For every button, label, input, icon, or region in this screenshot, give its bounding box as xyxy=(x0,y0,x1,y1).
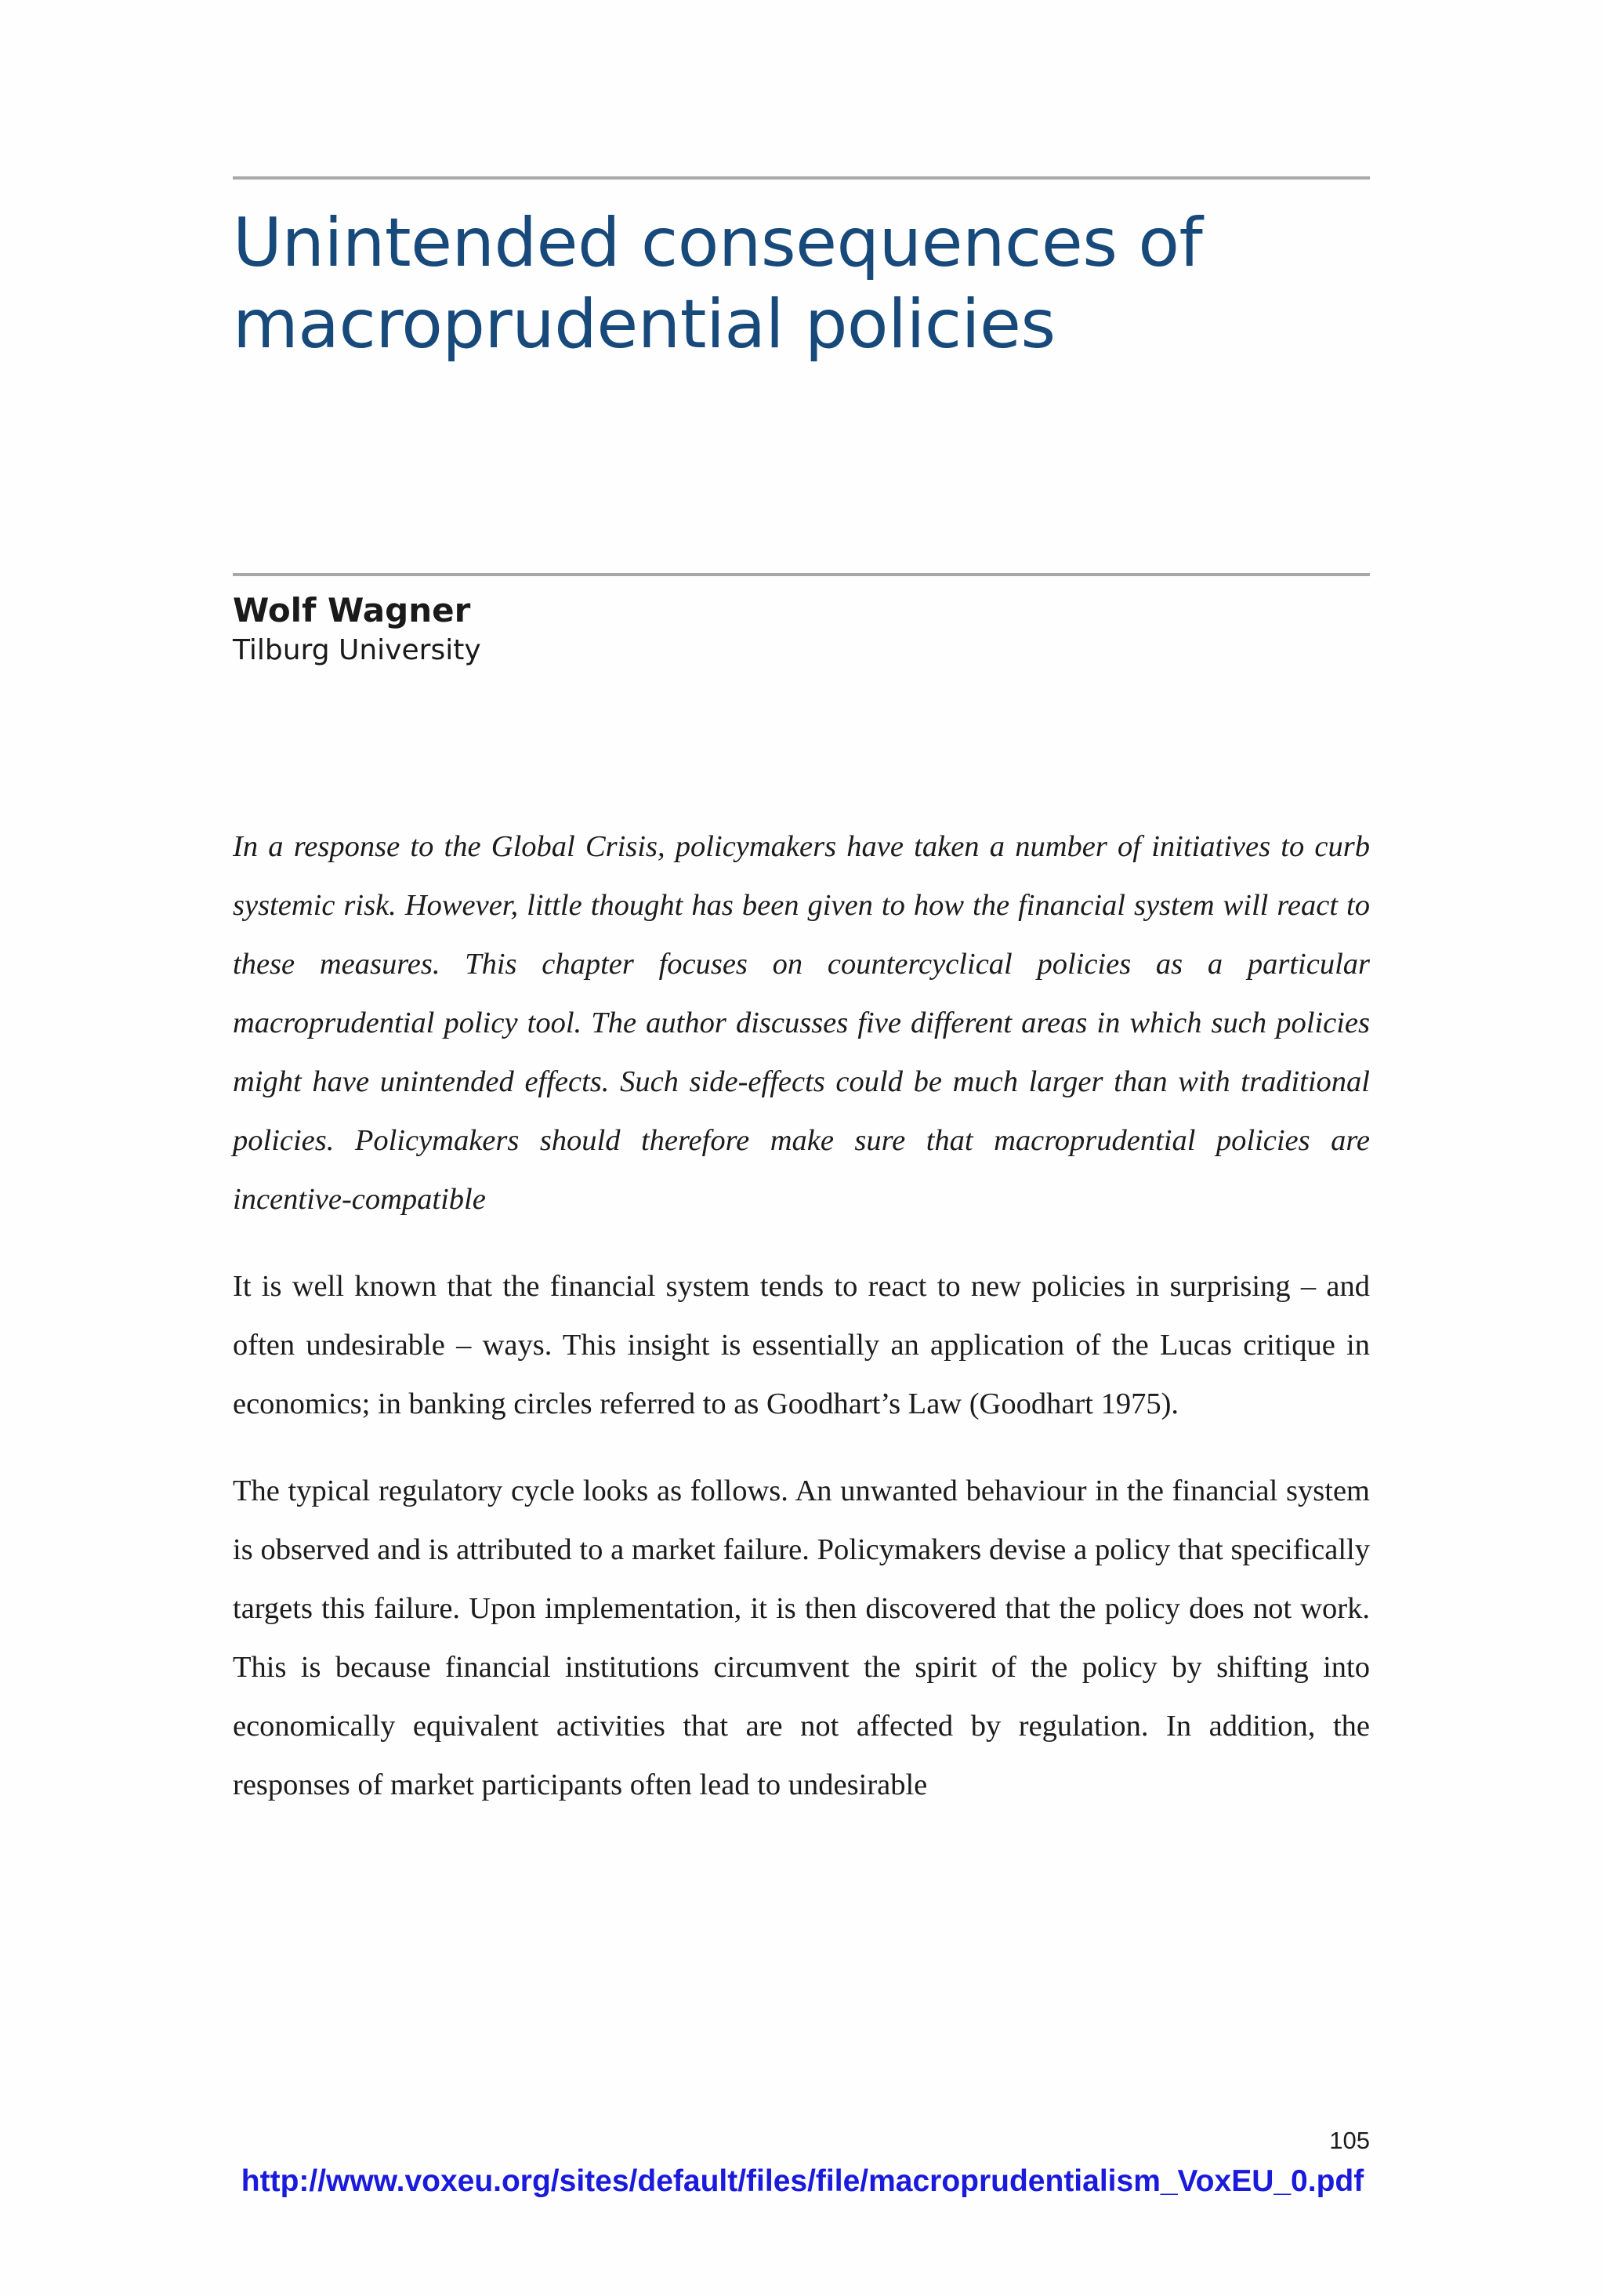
chapter-title-line-2: macroprudential policies xyxy=(233,285,1056,364)
top-divider xyxy=(233,176,1370,180)
page-number: 105 xyxy=(1329,2127,1370,2154)
body-text xyxy=(233,818,1370,1843)
chapter-title-line-1: Unintended consequences of xyxy=(233,204,1203,282)
source-url-link[interactable]: http://www.voxeu.org/sites/default/files/file/macroprudentialism_VoxEU_0.pdf xyxy=(241,2164,1364,2198)
author-affiliation: Tilburg University xyxy=(233,634,481,666)
author-divider xyxy=(233,573,1370,576)
body-paragraph-1: It is well known that the financial system tends to react to new policies in surprising – and often undesirable – ways. This insight is essentially an application of the Lucas critique in economics; in banking circles referred to as Goodhart’s Law (Goodhart 1975). xyxy=(233,1270,1370,1420)
author-block xyxy=(233,589,1370,669)
chapter-title xyxy=(233,202,1370,365)
author-name: Wolf Wagner xyxy=(233,591,471,629)
body-paragraph-2: The typical regulatory cycle looks as follows. An unwanted behaviour in the financial system is observed and is attributed to a market failure. Policymakers devise a policy that specifically targets this failure. Upon implementation, it is then discovered that the policy does not work. This is because financial institutions circumvent the spirit of the policy by shifting into economically equivalent activities that are not affected by regulation. In addition, the responses of market participants often lead to undesirable xyxy=(233,1474,1370,1801)
abstract-paragraph: In a response to the Global Crisis, policymakers have taken a number of initiatives to curb systemic risk. However, little thought has been given to how the financial system will react to these measures. This chapter focuses on countercyclical policies as a particular macroprudential policy tool. The author discusses five different areas in which such policies might have unintended effects. Such side-effects could be much larger than with traditional policies. Policymakers should therefore make sure that macroprudential policies are incentive-compatible xyxy=(233,830,1370,1216)
